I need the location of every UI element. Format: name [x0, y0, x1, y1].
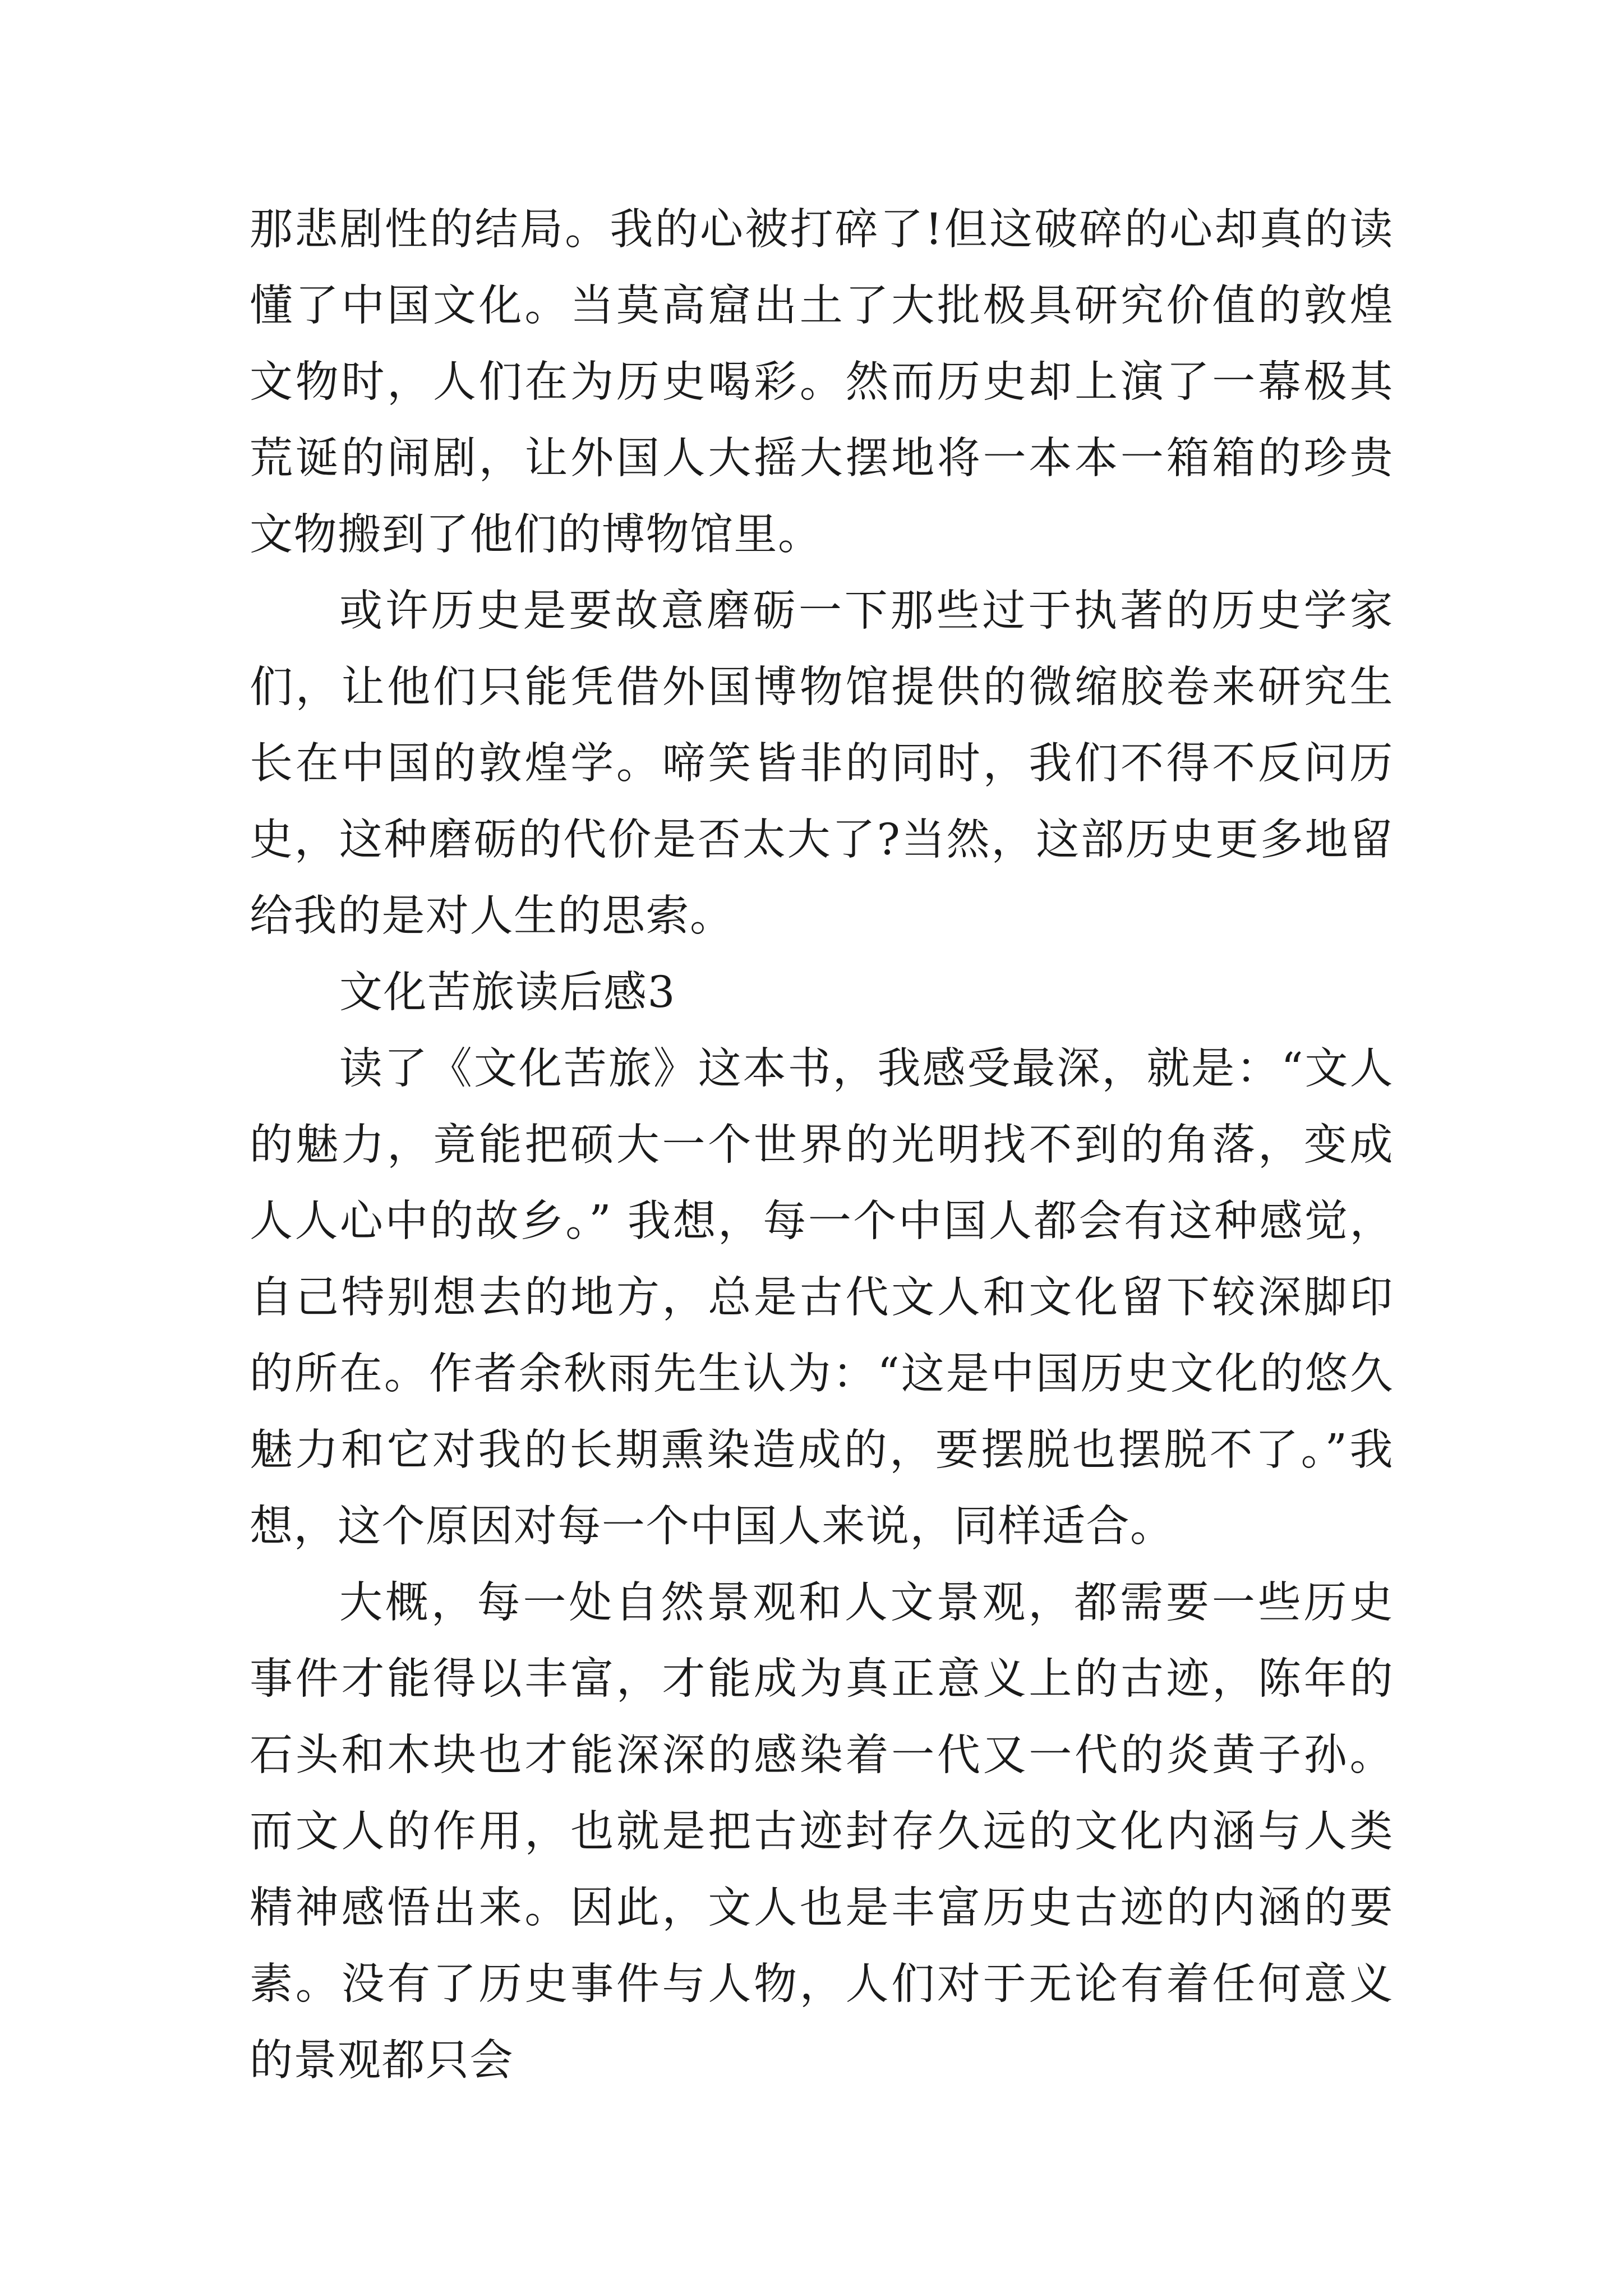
section-heading: 文化苦旅读后感3 [339, 968, 676, 1018]
paragraph-continued: 那悲剧性的结局。我的心被打碎了!但这破碎的心却真的读懂了中国文化。当莫高窟出土了大批极具研究价值的敦煌文物时，人们在为历史喝彩。然而历史却上演了一幕极其荒诞的闹剧，让外国人大摇大摆地将一本本一箱箱的珍贵文物搬到了他们的博物馆里。 [250, 205, 1394, 560]
paragraph-landscape-culture: 大概，每一处自然景观和人文景观，都需要一些历史事件才能得以丰富，才能成为真正意义上的古迹，陈年的石头和木块也才能深深的感染着一代又一代的炎黄子孙。而文人的作用，也就是把古迹封存久远的文化内涵与人类精神感悟出来。因此，文人也是丰富历史古迹的内涵的要素。没有了历史事件与人物，人们对于无论有着任何意义的景观都只会 [250, 1578, 1394, 2086]
paragraph-reading-impression: 读了《文化苦旅》这本书，我感受最深，就是：“文人的魅力，竟能把硕大一个世界的光明找不到的角落，变成人人心中的故乡。” 我想，每一个中国人都会有这种感觉，自己特别想去的地方，总是古代文人和文化留下较深脚印的所在。作者余秋雨先生认为：“这是中国历史文化的悠久魅力和它对我的长期熏染造成的，要摆脱也摆脱不了。”我想，这个原因对每一个中国人来说，同样适合。 [250, 1044, 1394, 1552]
document-body [250, 192, 1394, 2099]
paragraph-history-reflection: 或许历史是要故意磨砺一下那些过于执著的历史学家们，让他们只能凭借外国博物馆提供的微缩胶卷来研究生长在中国的敦煌学。啼笑皆非的同时，我们不得不反问历史，这种磨砺的代价是否太大了?当然，这部历史更多地留给我的是对人生的思索。 [250, 586, 1394, 941]
